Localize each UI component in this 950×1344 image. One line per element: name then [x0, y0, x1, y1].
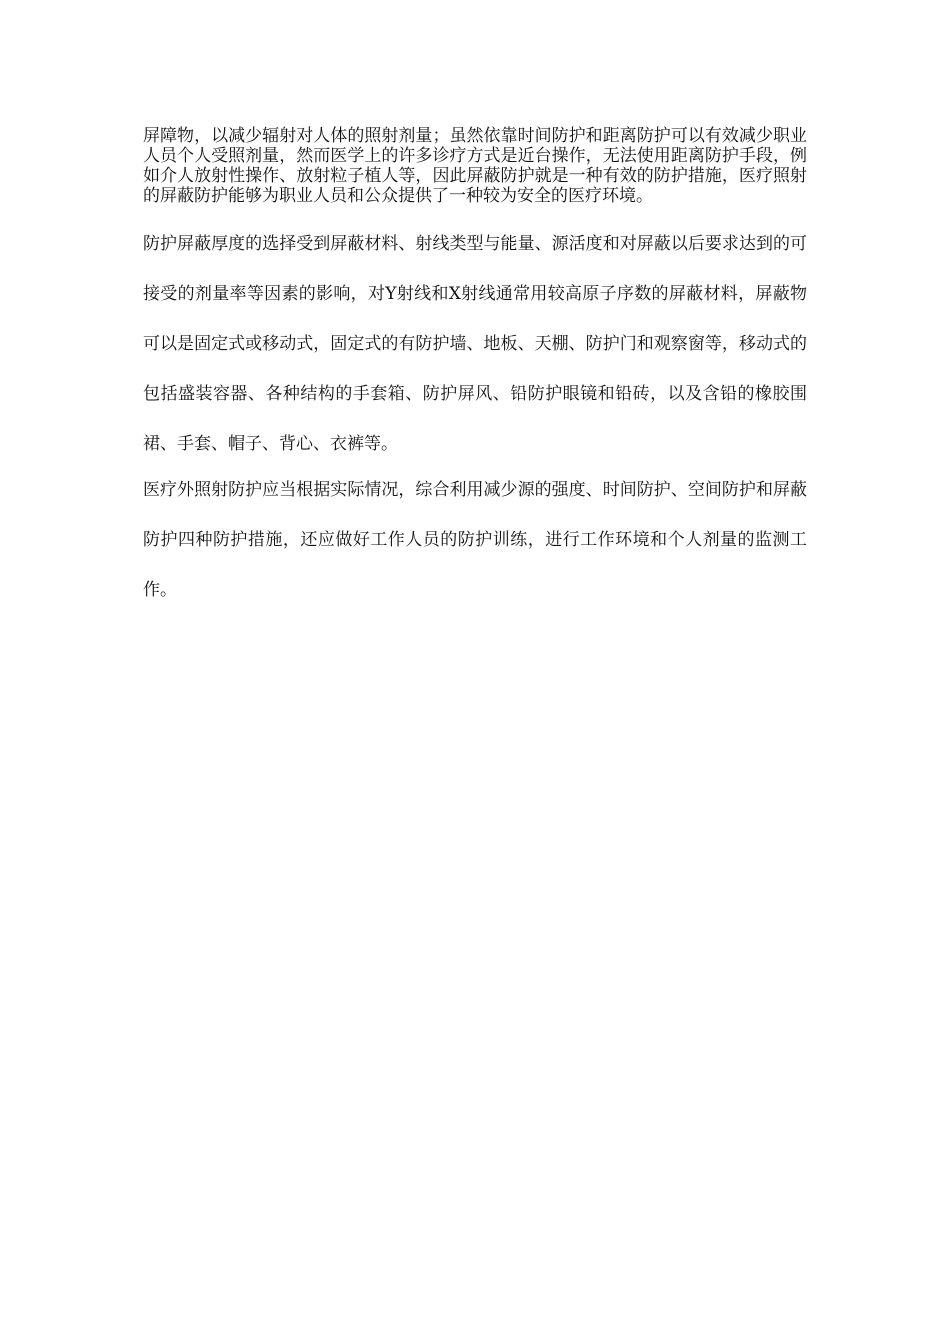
paragraph-shielding-thickness: 防护屏蔽厚度的选择受到屏蔽材料、射线类型与能量、源活度和对屏蔽以后要求达到的可接受的剂量率等因素的影响，对Y射线和X射线通常用较高原子序数的屏蔽材料，屏蔽物可以是固定式或移动式，固定式的有防护墙、地板、天棚、防护门和观察窗等，移动式的包括盛装容器、各种结构的手套箱、防护屏风、铅防护眼镜和铅砖，以及含铅的橡胶围裙、手套、帽子、背心、衣裤等。	[143, 234, 807, 454]
paragraph-external-exposure-protection: 医疗外照射防护应当根据实际情况，综合利用减少源的强度、时间防护、空间防护和屏蔽防护四种防护措施，还应做好工作人员的防护训练，进行工作环境和个人剂量的监测工作。	[143, 480, 807, 600]
paragraph-shielding-measures: 屏障物，以减少辐射对人体的照射剂量；虽然依靠时间防护和距离防护可以有效减少职业人员个人受照剂量，然而医学上的许多诊疗方式是近台操作，无法使用距离防护手段，例如介人放射性操作、放射粒子植人等，因此屏蔽防护就是一种有效的防护措施，医疗照射的屏蔽防护能够为职业人员和公众提供了一种较为安全的医疗环境。	[143, 126, 807, 206]
document-body	[143, 126, 807, 615]
